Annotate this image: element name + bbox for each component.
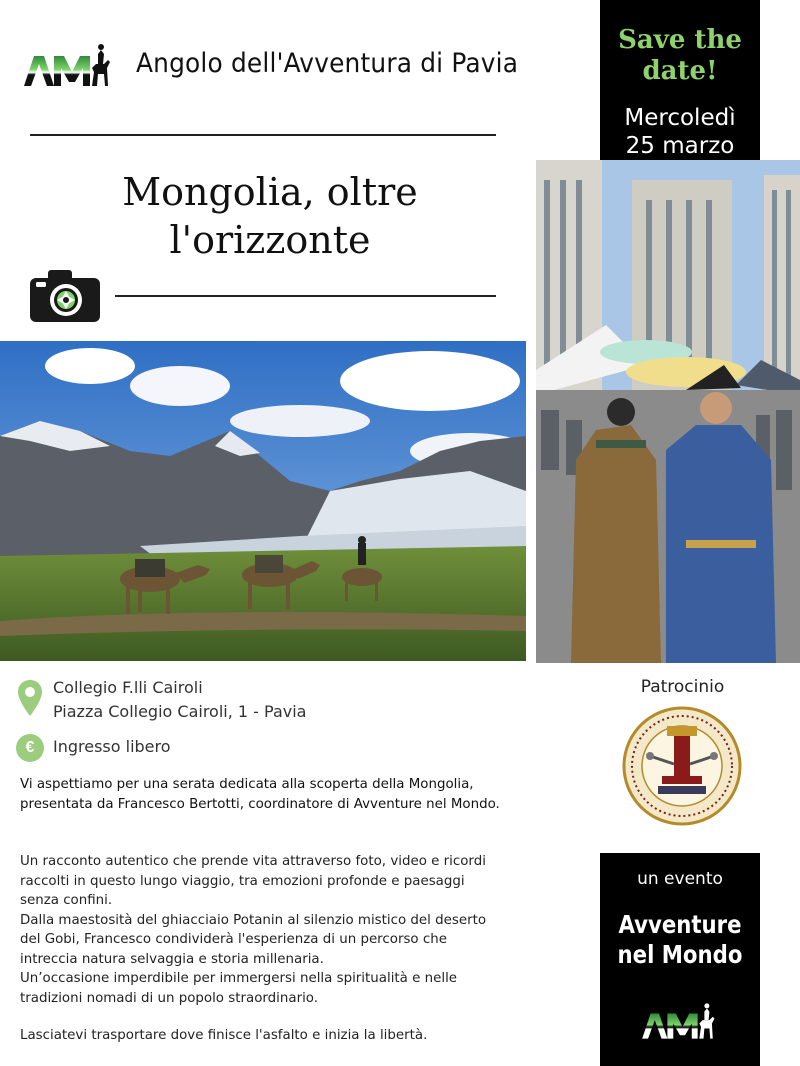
story-paragraph-2: Dalla maestosità del ghiacciaio Potanin al silenzio mistico del deserto del Gobi, Francesco condividerà l'esperienza di un percorso che intreccia natura selvaggia e storia millenaria. [20,912,487,967]
divider-top [30,134,496,136]
intro-paragraph: Vi aspettiamo per una serata dedicata alla scoperta della Mongolia, presentata da Francesco Bertotti, coordinatore di Avventure nel Mondo. [20,777,500,812]
event-day: Mercoledì [624,105,736,131]
closing-paragraph: Lasciatevi trasportare dove finisce l'asfalto e inizia la libertà. [20,1028,428,1043]
am-logo-horse-rider-icon [640,1000,720,1042]
collegio-cairoli-seal-icon [622,706,742,826]
brand-logo [24,40,114,90]
event-date-day: 25 marzo [625,133,735,159]
patronage-label: Patrocinio [640,677,725,697]
euro-icon: € [16,734,44,762]
organizer-prefix: un evento [637,869,723,889]
story-paragraph-1: Un racconto autentico che prende vita attraverso foto, video e ricordi raccolti in questo lungo viaggio, tra emozioni profonde e paesaggi senza confini. [20,854,486,908]
venue-name: Collegio F.lli Cairoli [53,678,203,697]
org-title: Angolo dell'Avventura di Pavia [136,48,519,79]
save-date-heading: Save the date! [618,25,742,86]
venue-address: Piazza Collegio Cairoli, 1 - Pavia [53,702,307,721]
intro-text [20,775,500,814]
story-text [20,852,500,1008]
divider-bottom [115,295,496,297]
entry-label: Ingresso libero [53,737,171,756]
story-paragraph-3: Un’occasione imperdibile per immergersi nella spiritualità e nelle tradizioni nomadi di un popolo straordinario. [20,971,458,1006]
closing-text [20,1026,500,1046]
camera-icon [30,268,100,322]
organizer-box [600,853,760,1066]
event-title: Mongolia, oltre l'orizzonte [122,170,418,262]
organizer-name: Avventure nel Mondo [617,910,743,969]
mountains-camels-photo [0,341,526,661]
city-festival-photo [536,160,800,663]
am-logo-horse-rider-icon [24,40,114,90]
map-pin-icon [18,680,42,716]
